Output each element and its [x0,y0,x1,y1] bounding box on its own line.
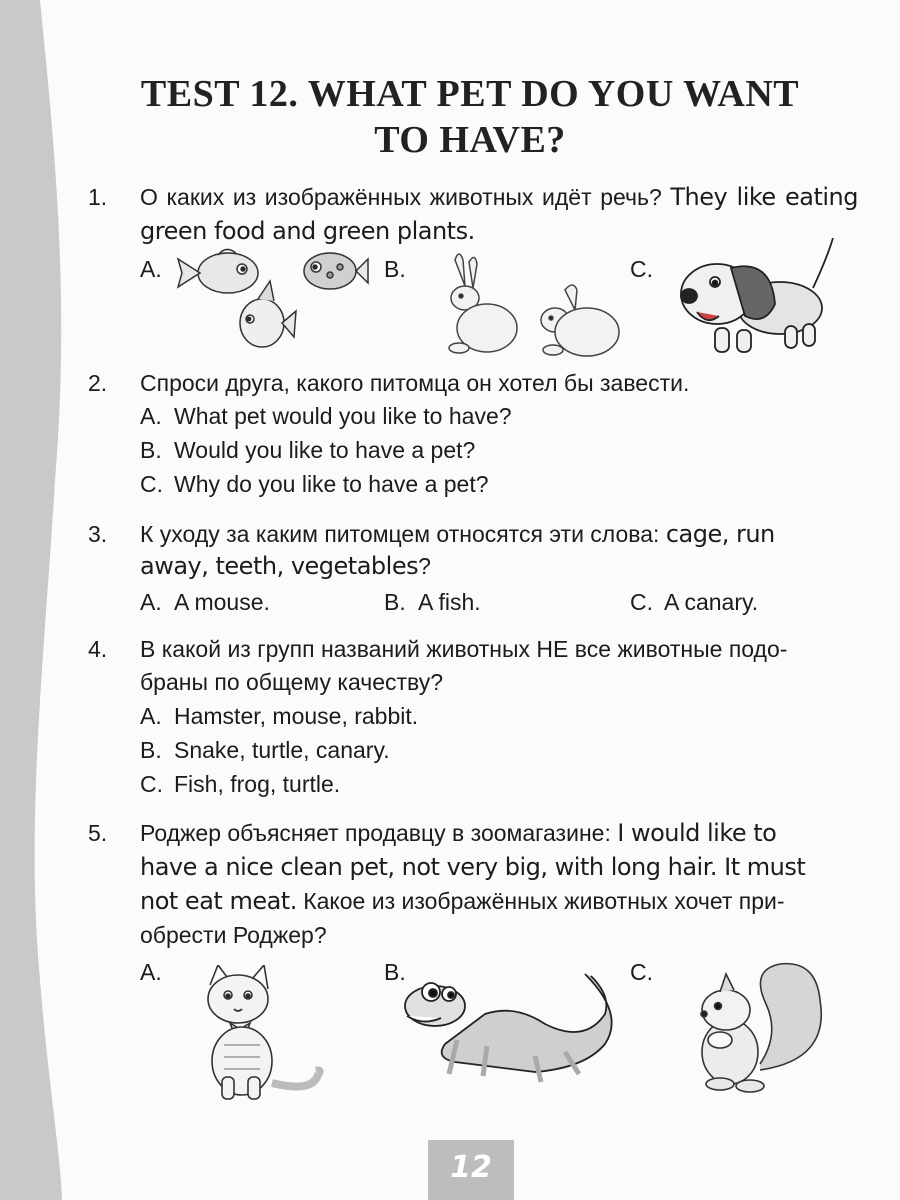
page-title-line2: TO HAVE? [374,119,566,161]
question-2-option-a[interactable] [140,399,512,433]
option-letter: C. [140,471,163,497]
page-number: 12 [450,1150,492,1185]
page-title-line1: TEST 12. WHAT PET DO YOU WANT [140,73,800,115]
cat-picture [190,965,340,1105]
question-3-text-end: ? [418,553,431,579]
question-5-text-ru-b: Какое из изображённых животных хочет при- [303,888,785,914]
lizard-picture [395,970,640,1100]
option-letter: B. [140,737,162,763]
question-5-text-en-c: not eat meat. [140,887,297,915]
option-letter: A. [140,589,162,615]
option-letter: C. [630,959,653,985]
question-5-text-line2 [140,850,858,884]
question-5-number: 5. [88,820,108,846]
question-1-option-c[interactable] [630,252,653,286]
option-letter: C. [140,771,163,797]
option-letter: A. [140,703,162,729]
question-4-option-b[interactable] [140,733,390,767]
option-text: Fish, frog, turtle. [174,771,341,797]
question-4-option-c[interactable] [140,767,340,801]
question-3-option-c[interactable] [630,585,758,619]
option-text: A fish. [418,589,481,615]
option-text: What pet would you like to have? [174,403,512,429]
option-letter: C. [630,589,653,615]
question-2-text: Спроси друга, какого питомца он хотел бы завести. [140,370,690,396]
question-4-text-line1: В какой из групп названий животных НЕ все животные подо- [140,636,788,662]
question-5-text-en-a: I would like to [617,819,777,847]
question-2-option-c[interactable] [140,467,489,501]
question-3-text-en-b: away, teeth, vegetables [140,552,419,580]
question-1-option-b[interactable] [384,252,406,286]
option-text: Would you like to have a pet? [174,437,476,463]
option-letter: B. [384,589,406,615]
rabbits-picture [425,250,625,365]
option-letter: C. [630,256,653,282]
option-text: Why do you like to have a pet? [174,471,489,497]
option-text: A canary. [664,589,759,615]
question-5-text-line4: обрести Роджер? [140,922,327,948]
question-5-text-line3 [140,884,858,918]
question-4-number: 4. [88,636,108,662]
option-text: Snake, turtle, canary. [174,737,390,763]
question-5-text-line1 [140,816,858,850]
question-1-text-en: They like eating green food and green plants. [140,183,859,245]
dog-picture [675,238,835,366]
question-2-number: 2. [88,370,108,396]
question-4-option-a[interactable] [140,699,418,733]
question-4-text-line2: браны по общему качеству? [140,669,444,695]
squirrel-picture [690,960,830,1100]
option-letter: A. [140,256,162,282]
option-text: Hamster, mouse, rabbit. [174,703,419,729]
question-1-text-ru: О каких из изображённых животных идёт речь? [140,184,662,210]
fish-picture [170,245,370,365]
question-3-option-b[interactable] [384,585,481,619]
question-3-text-ru: К уходу за каким питомцем относятся эти слова: [140,521,660,547]
question-3-text [140,517,858,551]
option-letter: A. [140,959,162,985]
question-1-option-a[interactable] [140,252,162,286]
option-letter: A. [140,403,162,429]
question-3-number: 3. [88,521,108,547]
question-2-option-b[interactable] [140,433,475,467]
question-3-option-a[interactable] [140,585,270,619]
option-letter: B. [140,437,162,463]
option-text: A mouse. [174,589,270,615]
question-5-text-ru-a: Роджер объясняет продавцу в зоомагазине: [140,820,611,846]
question-3-text-line2 [140,549,858,583]
option-letter: B. [384,959,406,985]
question-5-text-en-b: have a nice clean pet, not very big, with long hair. It must [140,853,806,881]
question-5-option-a[interactable] [140,955,162,989]
option-letter: B. [384,256,406,282]
question-3-text-en-a: cage, run [665,520,775,548]
question-1-number: 1. [88,184,108,210]
